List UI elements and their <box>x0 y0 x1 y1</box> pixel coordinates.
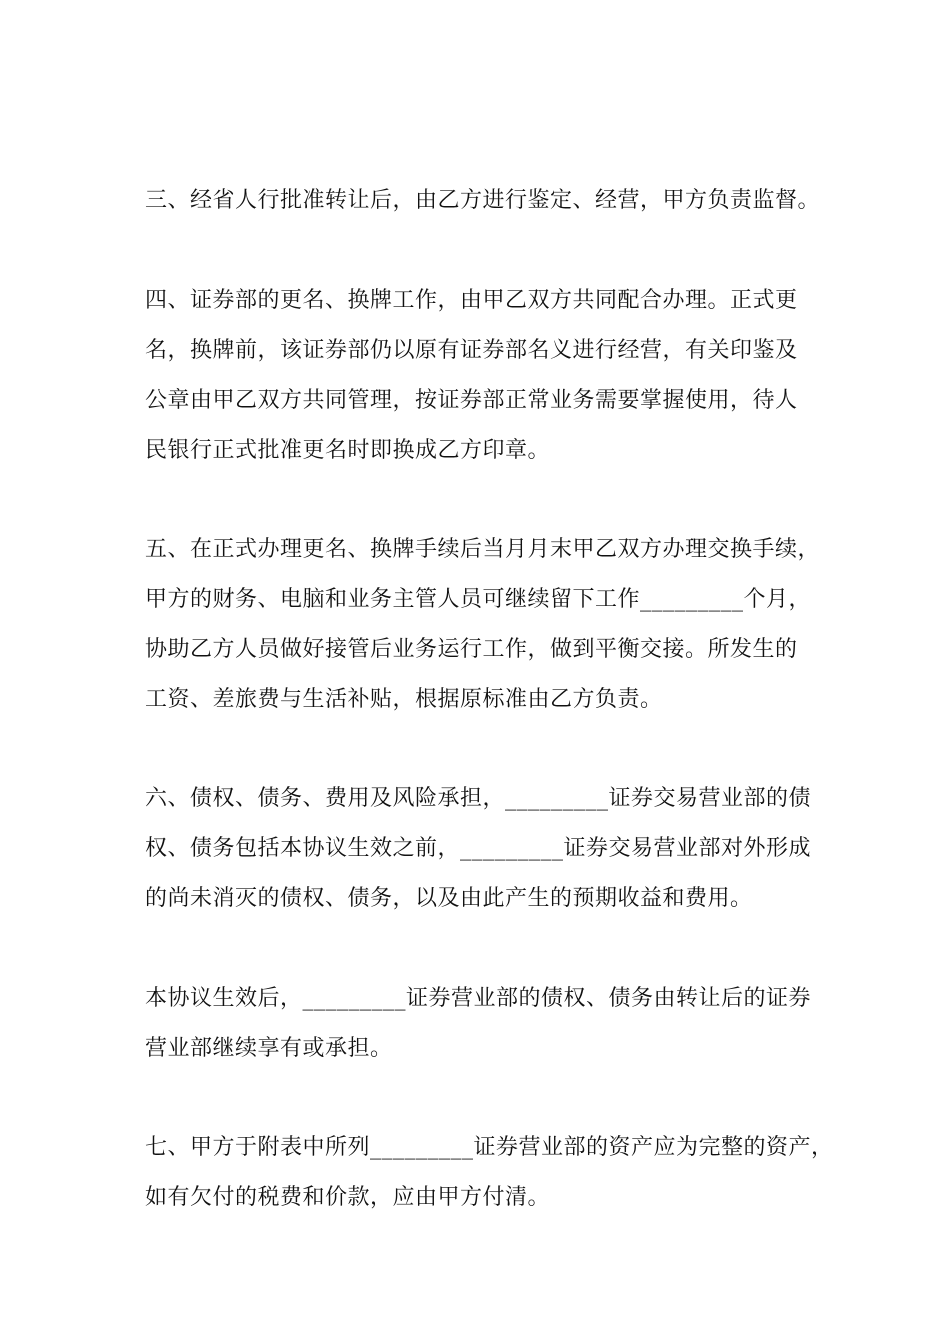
clause-5-line-1: 五、在正式办理更名、换牌手续后当月月末甲乙双方办理交换手续， <box>145 537 821 562</box>
clause-4-line-1: 四、证券部的更名、换牌工作，由甲乙双方共同配合办理。正式更 <box>145 288 798 313</box>
clause-3-line-1: 三、经省人行批准转让后，由乙方进行鉴定、经营，甲方负责监督。 <box>145 188 821 213</box>
clause-5-line-3: 协助乙方人员做好接管后业务运行工作，做到平衡交接。所发生的 <box>145 637 798 662</box>
clause-7-line-1: 七、甲方于附表中所列_________证券营业部的资产应为完整的资产， <box>145 1135 834 1160</box>
clause-6-line-3: 的尚未消灭的债权、债务，以及由此产生的预期收益和费用。 <box>145 886 753 911</box>
clause-6b-line-2: 营业部继续享有或承担。 <box>145 1036 393 1061</box>
clause-6b-line-1: 本协议生效后，_________证券营业部的债权、债务由转让后的证券 <box>145 986 812 1011</box>
clause-4-line-3: 公章由甲乙双方共同管理，按证券部正常业务需要掌握使用，待人 <box>145 388 798 413</box>
clause-4-line-4: 民银行正式批准更名时即换成乙方印章。 <box>145 438 551 463</box>
clause-7-line-2: 如有欠付的税费和价款，应由甲方付清。 <box>145 1185 551 1210</box>
clause-6-line-1: 六、债权、债务、费用及风险承担，_________证券交易营业部的债 <box>145 786 812 811</box>
clause-6-line-2: 权、债务包括本协议生效之前，_________证券交易营业部对外形成 <box>145 836 812 861</box>
clause-4-line-2: 名，换牌前，该证券部仍以原有证券部名义进行经营，有关印鉴及 <box>145 338 798 363</box>
clause-5-line-4: 工资、差旅费与生活补贴，根据原标准由乙方负责。 <box>145 687 663 712</box>
clause-5-line-2: 甲方的财务、电脑和业务主管人员可继续留下工作_________个月， <box>145 587 812 612</box>
